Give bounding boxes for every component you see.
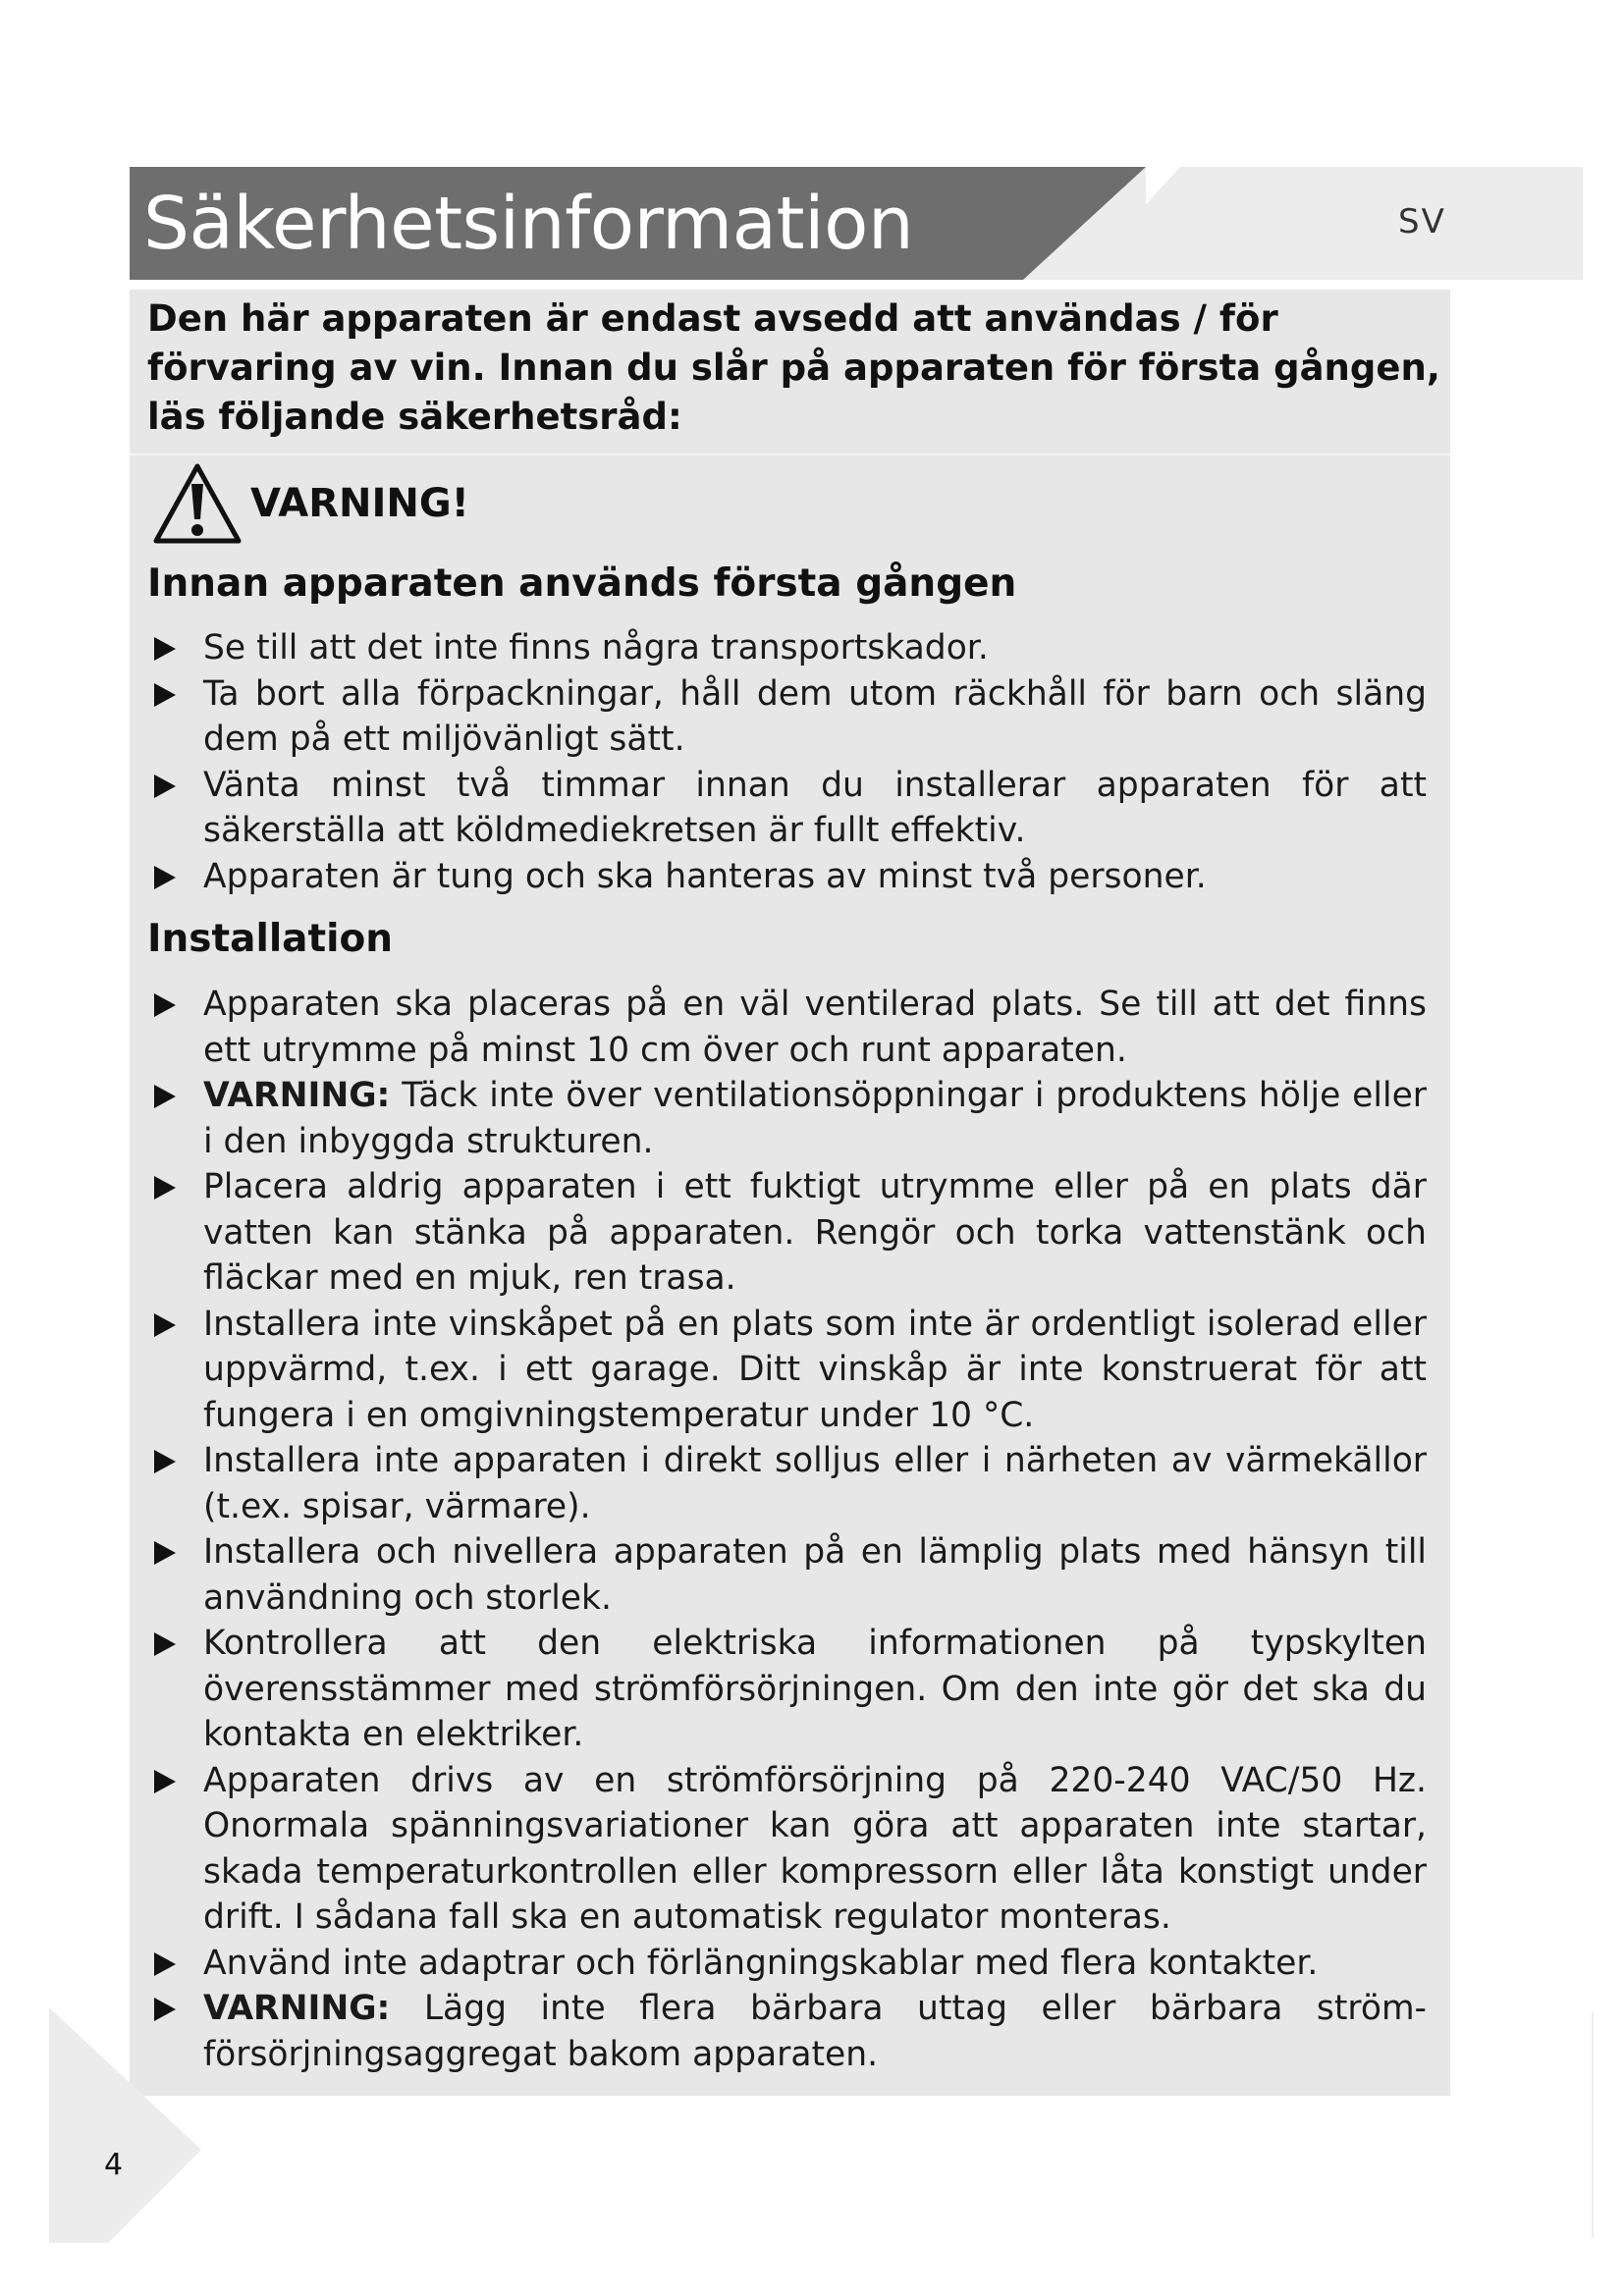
bullet-arrow-icon bbox=[154, 1176, 176, 1200]
list-item: Vänta minst två timmar innan du installerar apparaten för att säkerställa att köldmediekretsen är fullt effektiv. bbox=[152, 763, 1427, 854]
list-item: VARNING: Lägg inte flera bärbara uttag eller bärbara ström-försörjningsaggregat bakom apparaten. bbox=[152, 1986, 1427, 2077]
warning-prefix: VARNING: bbox=[203, 1076, 391, 1115]
bullet-arrow-icon bbox=[154, 1450, 176, 1473]
list-item: Apparaten drivs av en strömförsörjning på 220-240 VAC/50 Hz. Onormala spänningsvariationer kan göra att apparaten inte startar, skada temperaturkontrollen eller kompressorn eller låta konstigt under drift. I sådana fall ska en automatisk regulator monteras. bbox=[152, 1758, 1427, 1941]
list-item: Installera inte vinskåpet på en plats som inte är ordentligt isolerad eller uppvärmd, t.ex. i ett garage. Ditt vinskåp är inte konstruerat för att fungera i en omgivningstemperatur under 10 °C. bbox=[152, 1302, 1427, 1439]
right-edge-line bbox=[1592, 2012, 1594, 2238]
bullet-arrow-icon bbox=[154, 1632, 176, 1656]
bullet-arrow-icon bbox=[154, 1541, 176, 1565]
bullet-arrow-icon bbox=[154, 1313, 176, 1337]
list-item: Installera och nivellera apparaten på en lämplig plats med hänsyn till användning och storlek. bbox=[152, 1529, 1427, 1621]
bullet-arrow-icon bbox=[154, 866, 176, 889]
intro-text: Den här apparaten är endast avsedd att användas / för förvaring av vin. Innan du slår på apparaten för första gången, läs följande säkerhetsråd: bbox=[147, 297, 1440, 438]
list-item: Ta bort alla förpackningar, håll dem utom räckhåll för barn och släng dem på ett miljövänligt sätt. bbox=[152, 671, 1427, 763]
corner-decoration bbox=[49, 2007, 206, 2243]
list-item: VARNING: Täck inte över ventilationsöppningar i produktens hölje eller i den inbyggda strukturen. bbox=[152, 1073, 1427, 1164]
list-item: Apparaten är tung och ska hanteras av minst två personer. bbox=[152, 854, 1427, 900]
page-number: 4 bbox=[104, 2148, 124, 2182]
bullet-arrow-icon bbox=[154, 1770, 176, 1793]
list-item: Placera aldrig apparaten i ett fuktigt utrymme eller på en plats där vatten kan stänka på apparaten. Rengör och torka vattenstänk och fläckar med en mjuk, ren trasa. bbox=[152, 1164, 1427, 1302]
bullet-arrow-icon bbox=[154, 774, 176, 798]
page-title: Säkerhetsinformation bbox=[143, 182, 914, 266]
warning-label: VARNING! bbox=[250, 481, 469, 526]
section-heading-first-use: Innan apparaten används första gången bbox=[147, 561, 1017, 606]
list-item: Använd inte adaptrar och förlängningskablar med flera kontakter. bbox=[152, 1941, 1427, 1987]
bullet-arrow-icon bbox=[154, 993, 176, 1017]
list-item: Kontrollera att den elektriska informationen på typskylten överensstämmer med strömförsörjningen. Om den inte gör det ska du kontakta en elektriker. bbox=[152, 1621, 1427, 1758]
list-item: Apparaten ska placeras på en väl ventilerad plats. Se till att det finns ett utrymme på minst 10 cm över och runt apparaten. bbox=[152, 982, 1427, 1073]
list-item: Installera inte apparaten i direkt solljus eller i närheten av värmekällor (t.ex. spisar, värmare). bbox=[152, 1438, 1427, 1529]
list-item: Se till att det inte finns några transportskador. bbox=[152, 625, 1427, 671]
bullet-arrow-icon bbox=[154, 1085, 176, 1108]
divider bbox=[130, 454, 1450, 455]
warning-row bbox=[152, 459, 469, 548]
warning-triangle-icon bbox=[152, 460, 243, 547]
warning-prefix: VARNING: bbox=[203, 1989, 391, 2028]
language-code: SV bbox=[1398, 202, 1446, 241]
bullet-arrow-icon bbox=[154, 683, 176, 707]
list-installation bbox=[152, 982, 1427, 2077]
bullet-arrow-icon bbox=[154, 1952, 176, 1976]
section-heading-installation: Installation bbox=[147, 917, 394, 961]
bullet-arrow-icon bbox=[154, 637, 176, 661]
list-first-use bbox=[152, 625, 1427, 899]
